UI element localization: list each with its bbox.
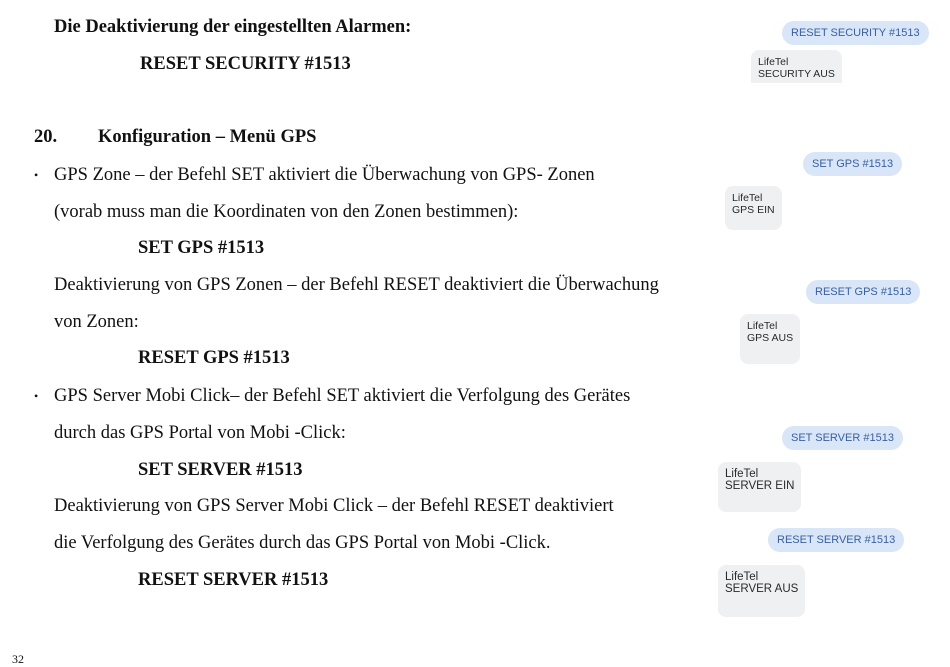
gps-zone-text-line2: (vorab muss man die Koordinaten von den Zonen bestimmen): (54, 202, 519, 222)
reply-message-server-off: LifeTel SERVER AUS (718, 565, 805, 617)
server-deactivation-text-line2: die Verfolgung des Gerätes durch das GPS Portal von Mobi -Click. (54, 533, 551, 553)
bullet-gps-zone: • (34, 168, 39, 182)
command-reset-server: RESET SERVER #1513 (138, 570, 329, 590)
gps-deactivation-text-line1: Deaktivierung von GPS Zonen – der Befehl RESET deaktiviert die Überwachung (54, 275, 659, 295)
page-number: 32 (12, 652, 24, 666)
reply-message-gps-on: LifeTel GPS EIN (725, 186, 782, 230)
reply-message-gps-off: LifeTel GPS AUS (740, 314, 800, 364)
section-title: Konfiguration – Menü GPS (98, 127, 317, 147)
reply-message-server-on: LifeTel SERVER EIN (718, 462, 801, 512)
server-deactivation-text-line1: Deaktivierung von GPS Server Mobi Click – der Befehl RESET deaktiviert (54, 496, 614, 516)
command-set-gps: SET GPS #1513 (138, 238, 265, 258)
command-set-server: SET SERVER #1513 (138, 460, 303, 480)
command-reset-security: RESET SECURITY #1513 (140, 54, 351, 74)
section-number: 20. (34, 127, 58, 147)
sent-message-reset-security: RESET SECURITY #1513 (782, 21, 929, 45)
bullet-gps-server: • (34, 389, 39, 403)
sent-message-reset-gps: RESET GPS #1513 (806, 280, 920, 304)
command-reset-gps: RESET GPS #1513 (138, 348, 290, 368)
gps-zone-text-line1: GPS Zone – der Befehl SET aktiviert die Überwachung von GPS- Zonen (54, 165, 595, 185)
reply-message-security-off: LifeTel SECURITY AUS (751, 50, 842, 83)
gps-server-text-line2: durch das GPS Portal von Mobi -Click: (54, 423, 346, 443)
sent-message-reset-server: RESET SERVER #1513 (768, 528, 904, 552)
gps-server-text-line1: GPS Server Mobi Click– der Befehl SET aktiviert die Verfolgung des Gerätes (54, 386, 631, 406)
sent-message-set-gps: SET GPS #1513 (803, 152, 902, 176)
gps-deactivation-text-line2: von Zonen: (54, 312, 139, 332)
deactivation-heading: Die Deaktivierung der eingestellten Alarmen: (54, 17, 412, 37)
sent-message-set-server: SET SERVER #1513 (782, 426, 903, 450)
